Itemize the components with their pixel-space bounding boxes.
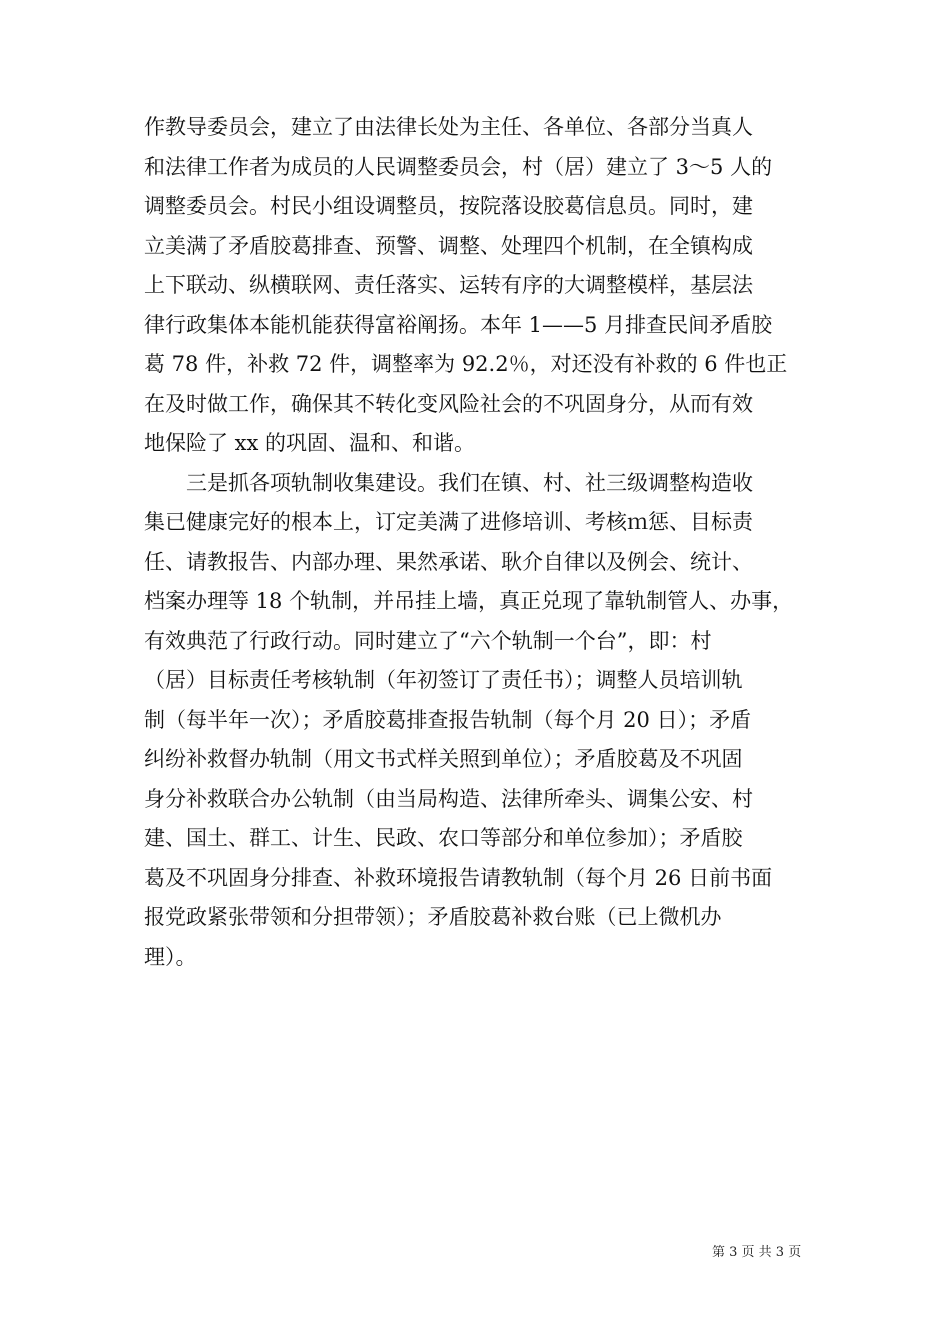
text-line: 制（每半年一次）；矛盾胶葛排查报告轨制（每个月 20 日）；矛盾 [144,707,752,732]
text-line: 立美满了矛盾胶葛排查、预警、调整、处理四个机制，在全镇构成 [144,233,753,258]
text-line: 任、请教报告、内部办理、果然承诺、耿介自律以及例会、统计、 [144,549,753,574]
text-line: 报党政紧张带领和分担带领）；矛盾胶葛补救台账（已上微机办 [144,905,722,929]
page-number: 第 3 页 共 3 页 [712,1245,802,1260]
text-line: 葛 78 件，补救 72 件，调整率为 92.2％，对还没有补救的 6 件也正 [144,352,788,376]
text-line: 身分补救联合办公轨制（由当局构造、法律所牵头、调集公安、村 [144,786,753,811]
text-line: 作教导委员会，建立了由法律长处为主任、各单位、各部分当真人 [144,115,753,139]
text-line: 纠纷补救督办轨制（用文书式样关照到单位）；矛盾胶葛及不巩固 [144,747,743,771]
text-line: 调整委员会。村民小组设调整员，按院落设胶葛信息员。同时，建 [144,194,753,218]
text-line: 集已健康完好的根本上，订定美满了进修培训、考核ｍ惩、目标责 [144,510,753,534]
text-line: 理）。 [144,944,197,969]
text-line: 三是抓各项轨制收集建设。我们在镇、村、社三级调整构造收 [144,470,753,495]
text-line: 在及时做工作，确保其不转化变风险社会的不巩固身分，从而有效 [144,391,753,416]
text-line: 有效典范了行政行动。同时建立了“六个轨制一个台”，即：村 [144,628,712,653]
text-line: 建、国土、群工、计生、民政、农口等部分和单位参加）；矛盾胶 [144,826,743,850]
text-line: 地保险了 xx 的巩固、温和、和谐。 [144,431,476,455]
text-line: 上下联动、纵横联网、责任落实、运转有序的大调整模样，基层法 [144,273,753,297]
text-line: 档案办理等 18 个轨制，并吊挂上墙，真正兑现了靠轨制管人、办事， [144,589,794,613]
text-line: 和法律工作者为成员的人民调整委员会，村（居）建立了 3～5 人的 [144,154,773,179]
text-line: 律行政集体本能机能获得富裕阐扬。本年 1——5 月排查民间矛盾胶 [144,312,773,337]
text-line: （居）目标责任考核轨制（年初签订了责任书）；调整人员培训轨 [144,668,743,692]
body-text [144,108,824,977]
text-line: 葛及不巩固身分排查、补救环境报告请教轨制（每个月 26 日前书面 [144,865,773,890]
